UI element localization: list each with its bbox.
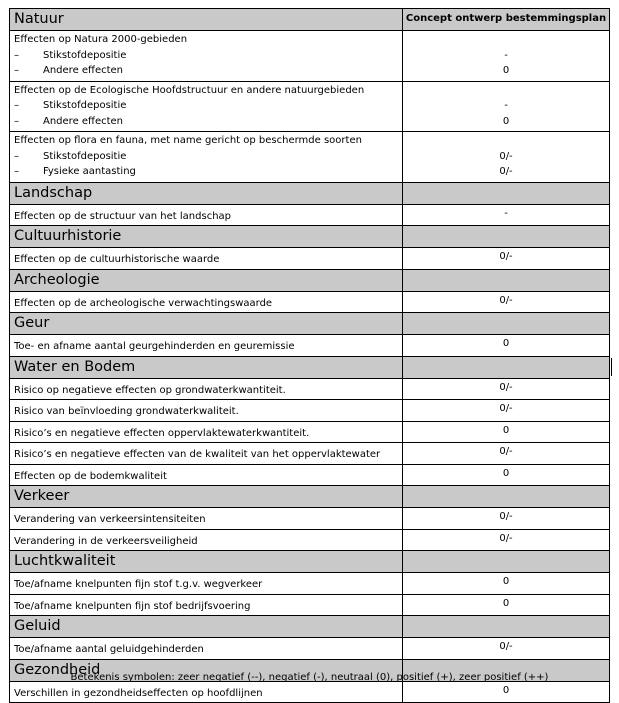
score-value: 0: [502, 115, 510, 127]
criterion-text: Effecten op de bodemkwaliteit: [14, 470, 167, 482]
score-value: -: [504, 207, 508, 219]
sub-criterion-label: Andere effecten: [43, 115, 124, 127]
criterion-text: Effecten op de archeologische verwachtingswaarde: [14, 297, 273, 309]
sub-criterion: [14, 98, 402, 114]
score-value: 0: [502, 424, 510, 436]
table-row: [10, 638, 610, 660]
section-title-cell: [10, 486, 403, 508]
score-cell: [403, 291, 610, 313]
criterion-text: Verandering in de verkeersveiligheid: [14, 535, 198, 547]
table-row: [10, 132, 610, 183]
section-header-row-cultuurhistorie: [10, 226, 610, 248]
score-value: 0/-: [499, 403, 513, 414]
section-header-empty-cell: [403, 269, 610, 291]
table-row: [10, 248, 610, 270]
section-header-row-archeologie: [10, 269, 610, 291]
criterion-cell: [10, 400, 403, 422]
criterion-cell: [10, 464, 403, 486]
criterion-cell: [10, 204, 403, 226]
criterion-text: Toe/afname knelpunten fijn stof t.g.v. wegverkeer: [14, 579, 263, 590]
score-value: 0: [502, 338, 510, 349]
score-value: 0/-: [499, 166, 513, 177]
table-row: [10, 421, 610, 443]
score-cell: [403, 204, 610, 226]
section-title-cell: [10, 269, 403, 291]
score-cell: [403, 378, 610, 400]
criterion-cell: [10, 132, 403, 183]
criterion-cell: [10, 248, 403, 270]
score-value: 0/-: [499, 511, 513, 522]
dash-bullet: –: [14, 65, 19, 76]
score-value: 0: [502, 467, 510, 479]
criterion-text: Toe/afname aantal geluidgehinderden: [14, 644, 204, 655]
section-title: Landschap: [14, 184, 93, 201]
score-value: 0/-: [499, 251, 513, 262]
sub-criterion-label: Andere effecten: [43, 65, 124, 76]
score-value: 0/-: [499, 150, 513, 162]
sub-criterion: [14, 164, 402, 180]
criterion-text: Verandering van verkeersintensiteiten: [14, 514, 206, 525]
criterion-text: Risico’s en negatieve effecten van de kwaliteit van het oppervlaktewater: [14, 449, 381, 460]
section-header-empty-cell: [403, 616, 610, 638]
section-title: Gezondheid: [14, 661, 101, 678]
criterion-text: Toe/afname knelpunten fijn stof bedrijfsvoering: [14, 600, 251, 612]
section-title-cell: [10, 356, 403, 378]
score-cell: [403, 508, 610, 530]
table-row: [10, 400, 610, 422]
section-title: Natuur: [14, 11, 64, 27]
section-title-cell: [10, 226, 403, 248]
score-cell: [403, 464, 610, 486]
criterion-text: Effecten op de Ecologische Hoofdstructuur en andere natuurgebieden: [14, 84, 365, 96]
table-row: [10, 335, 610, 357]
criterion-cell: [10, 81, 403, 132]
section-title: Geur: [14, 315, 50, 331]
score-value: 0/-: [499, 446, 513, 457]
score-cell: [403, 335, 610, 357]
sub-criterion-label: Stikstofdepositie: [43, 49, 127, 61]
score-value: [403, 133, 609, 149]
section-header-row-verkeer: [10, 486, 610, 508]
score-value: 0: [502, 684, 510, 696]
criterion-cell: [10, 508, 403, 530]
table-row: [10, 508, 610, 530]
section-title: Water en Bodem: [14, 358, 136, 375]
section-header-row-water-en-bodem: [10, 356, 610, 378]
criterion-cell: [10, 291, 403, 313]
table-row: [10, 464, 610, 486]
sub-criterion: [14, 149, 402, 165]
criterion-cell: [10, 335, 403, 357]
section-header-row-geluid: [10, 616, 610, 638]
score-value: 0: [502, 597, 510, 609]
section-header-empty-cell: [403, 226, 610, 248]
score-cell: [403, 132, 610, 183]
section-title: Cultuurhistorie: [14, 228, 122, 244]
score-value: [403, 83, 609, 99]
section-title-cell: [10, 9, 403, 31]
criterion-cell: [10, 378, 403, 400]
sub-criterion: [14, 114, 402, 130]
criterion-text: Effecten op de structuur van het landschap: [14, 210, 232, 222]
section-header-empty-cell: [403, 486, 610, 508]
sub-criterion-label: Stikstofdepositie: [43, 150, 127, 162]
dash-bullet: –: [14, 49, 19, 61]
criterion-cell: [10, 443, 403, 465]
score-cell: [403, 248, 610, 270]
sub-criterion: [14, 48, 402, 64]
criterion-text: Risico’s en negatieve effecten oppervlaktewaterkwantiteit.: [14, 427, 310, 439]
assessment-table-body: [10, 9, 610, 703]
criterion-text: Effecten op Natura 2000-gebieden: [14, 34, 188, 45]
criterion-cell: [10, 421, 403, 443]
section-title-cell: [10, 551, 403, 573]
text-cursor: [611, 358, 612, 376]
table-row: [10, 81, 610, 132]
score-cell: [403, 443, 610, 465]
score-value: 0/-: [499, 532, 513, 544]
table-row: [10, 529, 610, 551]
section-header-empty-cell: [403, 313, 610, 335]
score-value: 0/-: [499, 641, 513, 652]
score-value: 0: [502, 65, 510, 76]
score-value: 0/-: [499, 294, 513, 306]
criterion-text: Risico van beïnvloeding grondwaterkwaliteit.: [14, 406, 239, 417]
score-value: -: [504, 49, 508, 61]
dash-bullet: –: [14, 166, 19, 177]
section-header-row-geur: [10, 313, 610, 335]
section-title-cell: [10, 616, 403, 638]
section-title-cell: [10, 313, 403, 335]
section-title: Luchtkwaliteit: [14, 553, 116, 569]
table-row: [10, 573, 610, 595]
section-header-row-landschap: [10, 182, 610, 204]
criterion-cell: [10, 573, 403, 595]
criterion-text: Effecten op flora en fauna, met name gericht op beschermde soorten: [14, 135, 362, 146]
section-header-row-luchtkwaliteit: [10, 551, 610, 573]
table-row: [10, 31, 610, 82]
column-header: Concept ontwerp bestemmingsplan: [405, 13, 607, 24]
score-cell: [403, 573, 610, 595]
section-header-empty-cell: [403, 551, 610, 573]
legend-footer: Betekenis symbolen: zeer negatief (--), negatief (-), neutraal (0), positief (+), zeer positief (++): [70, 672, 549, 683]
section-title: Geluid: [14, 618, 61, 634]
section-title-cell: [10, 182, 403, 204]
table-row: [10, 291, 610, 313]
assessment-table: [9, 8, 610, 703]
sub-criterion: [14, 63, 402, 79]
table-row: [10, 204, 610, 226]
criterion-cell: [10, 31, 403, 82]
sub-criterion-label: Stikstofdepositie: [43, 100, 127, 111]
score-cell: [403, 594, 610, 616]
column-header-cell: [403, 9, 610, 31]
score-cell: [403, 638, 610, 660]
section-title: Verkeer: [14, 488, 70, 504]
table-row: [10, 443, 610, 465]
table-row: [10, 594, 610, 616]
score-cell: [403, 400, 610, 422]
dash-bullet: –: [14, 100, 19, 111]
dash-bullet: –: [14, 115, 19, 127]
criterion-text: Verschillen in gezondheidseffecten op hoofdlijnen: [14, 687, 263, 699]
score-cell: [403, 421, 610, 443]
score-cell: [403, 31, 610, 82]
score-value: [403, 32, 609, 48]
criterion-text: Toe- en afname aantal geurgehinderden en geuremissie: [14, 341, 295, 352]
score-value: 0: [502, 576, 510, 587]
sub-criterion-label: Fysieke aantasting: [43, 166, 136, 177]
score-cell: [403, 81, 610, 132]
section-header-empty-cell: [403, 356, 610, 378]
score-value: -: [504, 100, 508, 111]
criterion-text: Risico op negatieve effecten op grondwaterkwantiteit.: [14, 384, 286, 396]
criterion-cell: [10, 594, 403, 616]
criterion-cell: [10, 529, 403, 551]
section-title: Archeologie: [14, 271, 100, 288]
score-cell: [403, 529, 610, 551]
score-value: 0/-: [499, 381, 513, 393]
section-header-row-natuur: [10, 9, 610, 31]
criterion-text: Effecten op de cultuurhistorische waarde: [14, 254, 220, 265]
table-row: [10, 378, 610, 400]
dash-bullet: –: [14, 150, 19, 162]
criterion-cell: [10, 638, 403, 660]
section-header-empty-cell: [403, 182, 610, 204]
